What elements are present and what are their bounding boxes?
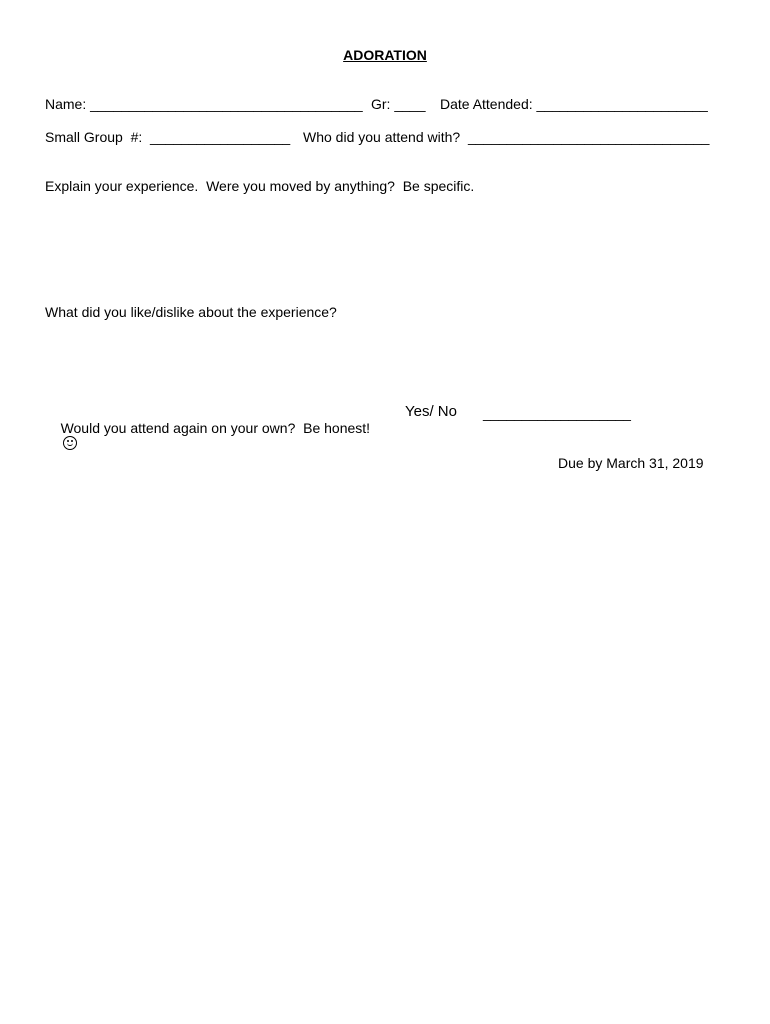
date-attended-field[interactable]: Date Attended: ______________________ xyxy=(440,96,708,112)
grade-field[interactable]: Gr: ____ xyxy=(371,96,426,112)
question-attend-again xyxy=(45,404,370,468)
page-title: ADORATION xyxy=(343,47,427,63)
name-field[interactable]: Name: ___________________________________ xyxy=(45,96,363,112)
question-like-dislike: What did you like/dislike about the experience? xyxy=(45,304,337,320)
small-group-field[interactable]: Small Group #: __________________ xyxy=(45,129,291,145)
attended-with-field[interactable]: Who did you attend with? _______________________________ xyxy=(303,129,710,145)
due-date-text: Due by March 31, 2019 xyxy=(558,455,704,471)
yes-no-choice[interactable]: Yes/ No xyxy=(405,403,457,420)
question-attend-again-label: Would you attend again on your own? Be honest! xyxy=(60,420,371,436)
smiley-face-icon xyxy=(63,436,77,450)
question-experience: Explain your experience. Were you moved by anything? Be specific. xyxy=(45,178,475,194)
attend-again-answer-field[interactable]: ___________________ xyxy=(483,405,631,421)
